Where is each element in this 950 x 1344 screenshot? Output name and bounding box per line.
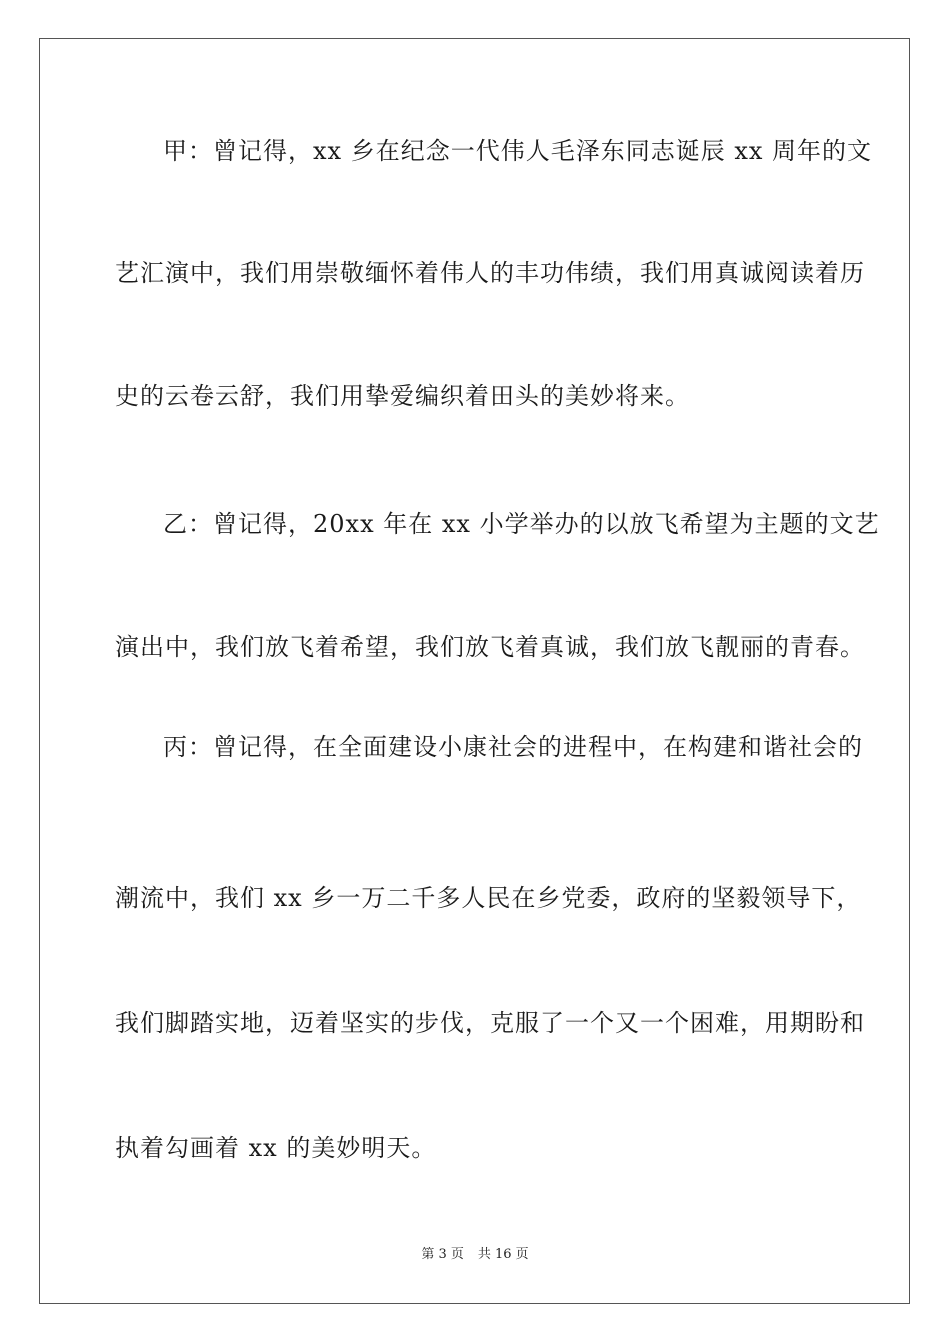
text-line: 执着勾画着 xx 的美妙明天。 — [115, 1134, 437, 1162]
text-line: 丙：曾记得，在全面建设小康社会的进程中，在构建和谐社会的 — [163, 733, 863, 761]
page-total: 共 16 页 — [477, 1247, 529, 1262]
page-footer — [0, 1246, 950, 1264]
text-line: 甲：曾记得，xx 乡在纪念一代伟人毛泽东同志诞辰 xx 周年的文 — [163, 137, 873, 165]
text-line: 演出中，我们放飞着希望，我们放飞着真诚，我们放飞靓丽的青春。 — [115, 633, 865, 661]
text-line: 潮流中，我们 xx 乡一万二千多人民在乡党委，政府的坚毅领导下， — [115, 884, 862, 912]
text-line: 艺汇演中，我们用崇敬缅怀着伟人的丰功伟绩，我们用真诚阅读着历 — [115, 259, 865, 287]
text-line: 乙：曾记得，20xx 年在 xx 小学举办的以放飞希望为主题的文艺 — [163, 510, 880, 538]
text-line: 我们脚踏实地，迈着坚实的步伐，克服了一个又一个困难，用期盼和 — [115, 1009, 865, 1037]
page-frame — [39, 38, 910, 1304]
text-line: 史的云卷云舒，我们用挚爱编织着田头的美妙将来。 — [115, 382, 690, 410]
page-number: 第 3 页 — [421, 1247, 464, 1262]
